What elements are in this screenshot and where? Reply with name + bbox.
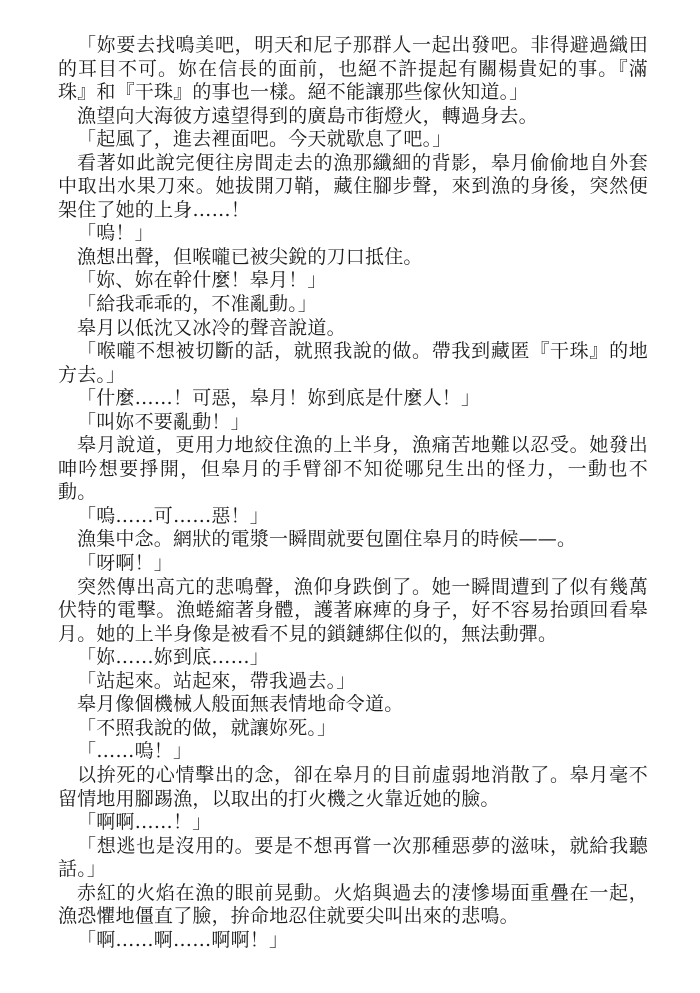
- paragraph: 「妳要去找鳴美吧，明天和尼子那群人一起出發吧。非得避過織田的耳目不可。妳在信長的面前，也絕不許提起有關楊貴妃的事。『滿珠』和『干珠』的事也一樣。絕不能讓那些傢伙知道。」: [58, 34, 648, 104]
- paragraph: 「起風了，進去裡面吧。今天就歇息了吧。」: [77, 128, 452, 151]
- paragraph: 突然傳出高亢的悲鳴聲，漁仰身跌倒了。她一瞬間遭到了似有幾萬伏特的電擊。漁蜷縮著身體，護著麻痺的身子，好不容易抬頭回看皋月。她的上半身像是被看不見的鎖鏈綁住似的，無法動彈。: [58, 575, 648, 645]
- paragraph: 赤紅的火焰在漁的眼前晃動。火焰與過去的淒慘場面重疊在一起，漁恐懼地僵直了臉，拚命地忍住就要尖叫出來的悲鳴。: [58, 881, 648, 928]
- paragraph: 漁集中念。網狀的電漿一瞬間就要包圍住皋月的時候——。: [77, 528, 577, 551]
- paragraph: 漁想出聲，但喉嚨已被尖銳的刀口抵住。: [77, 245, 423, 268]
- paragraph: 「叫妳不要亂動！」: [77, 410, 250, 433]
- paragraph: 「嗚！」: [77, 222, 154, 245]
- page-body: [58, 34, 648, 952]
- paragraph: 皋月以低沈又冰冷的聲音說道。: [77, 316, 346, 339]
- paragraph: 皋月說道，更用力地絞住漁的上半身，漁痛苦地難以忍受。她發出呻吟想要掙開，但皋月的手臂卻不知從哪兒生出的怪力，一動也不動。: [58, 434, 648, 504]
- paragraph: 「啊……啊……啊啊！」: [77, 928, 289, 951]
- paragraph: 皋月像個機械人般面無表情地命令道。: [77, 693, 404, 716]
- paragraph: 「不照我說的做，就讓妳死。」: [77, 716, 337, 739]
- paragraph: 「妳、妳在幹什麼！皋月！」: [77, 269, 327, 292]
- paragraph: 「給我乖乖的，不准亂動。」: [77, 293, 318, 316]
- paragraph: 「喉嚨不想被切斷的話，就照我說的做。帶我到藏匿『干珠』的地方去。」: [58, 340, 648, 386]
- paragraph: 「啊啊……！」: [77, 811, 212, 834]
- paragraph: 以拚死的心情擊出的念，卻在皋月的目前虛弱地消散了。皋月毫不留情地用腳踢漁，以取出的打火機之火靠近她的臉。: [58, 763, 648, 810]
- paragraph: 「什麼……！可惡，皋月！妳到底是什麼人！」: [77, 387, 481, 410]
- paragraph: 「妳……妳到底……」: [77, 646, 270, 669]
- paragraph: 「呀啊！」: [77, 552, 174, 575]
- paragraph: 「……嗚！」: [77, 740, 193, 763]
- paragraph: 漁望向大海彼方遠望得到的廣島市街燈火，轉過身去。: [77, 104, 538, 127]
- paragraph: 「想逃也是沒用的。要是不想再嘗一次那種惡夢的滋味，就給我聽話。」: [58, 834, 648, 881]
- paragraph: 看著如此說完便往房間走去的漁那纖細的背影，皋月偷偷地自外套中取出水果刀來。她拔開刀鞘，藏住腳步聲，來到漁的身後，突然便架住了她的上身……！: [58, 151, 648, 221]
- paragraph: 「站起來。站起來，帶我過去。」: [77, 669, 356, 692]
- paragraph: 「嗚……可……惡！」: [77, 504, 270, 527]
